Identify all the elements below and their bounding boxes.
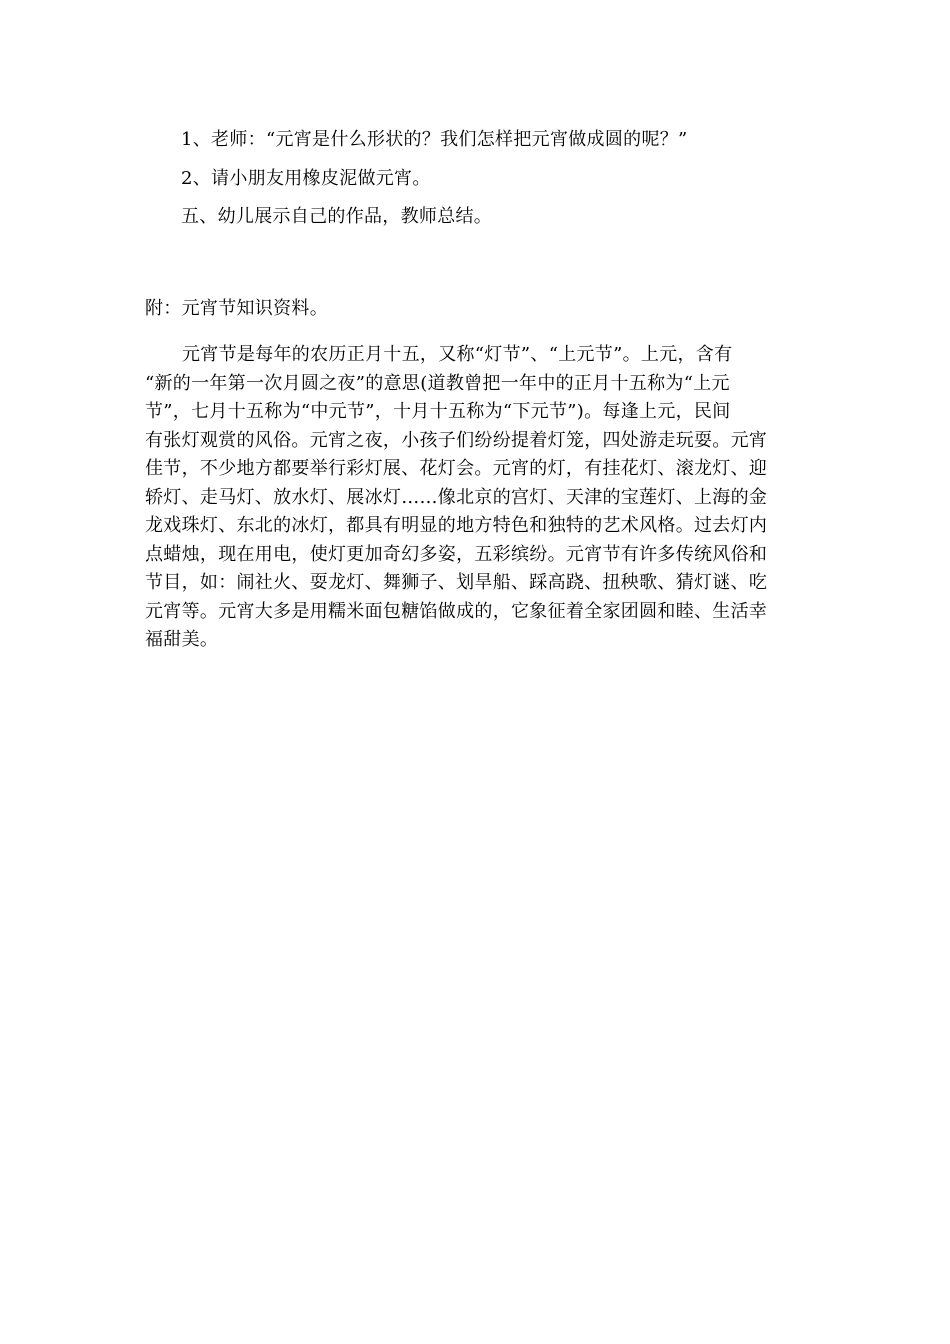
step-1-teacher-question: 1、老师：“元宵是什么形状的？我们怎样把元宵做成圆的呢？” <box>181 129 688 150</box>
paragraph-line: 轿灯、走马灯、放水灯、展冰灯……像北京的宫灯、天津的宝莲灯、上海的金 <box>145 486 768 508</box>
paragraph-line: 元宵节是每年的农历正月十五，又称“灯节”、“上元节”。上元，含有 <box>182 344 733 365</box>
paragraph-line: 佳节，不少地方都要举行彩灯展、花灯会。元宵的灯，有挂花灯、滚龙灯、迎 <box>145 458 768 479</box>
paragraph-line: 节”，七月十五称为“中元节”，十月十五称为“下元节”)。每逢上元，民间 <box>145 401 731 422</box>
paragraph-line: 点蜡烛，现在用电，使灯更加奇幻多姿，五彩缤纷。元宵节有许多传统风俗和 <box>145 543 768 565</box>
paragraph-line: 龙戏珠灯、东北的冰灯，都具有明显的地方特色和独特的艺术风格。过去灯内 <box>145 515 768 536</box>
paragraph-line: 节目，如：闹社火、耍龙灯、舞狮子、划旱船、踩高跷、扭秧歌、猜灯谜、吃 <box>145 572 768 593</box>
step-2-clay-activity: 2、请小朋友用橡皮泥做元宵。 <box>181 168 431 189</box>
appendix-heading: 附：元宵节知识资料。 <box>145 298 328 319</box>
step-5-show-works: 五、幼儿展示自己的作品，教师总结。 <box>181 206 493 227</box>
lantern-festival-knowledge-paragraph <box>145 341 825 655</box>
paragraph-line: 福甜美。 <box>145 629 219 650</box>
paragraph-line: “新的一年第一次月圆之夜”的意思(道教曾把一年中的正月十五称为“上元 <box>145 372 730 394</box>
paragraph-line: 元宵等。元宵大多是用糯米面包糖馅做成的，它象征着全家团圆和睦、生活幸 <box>145 600 768 622</box>
paragraph-line: 有张灯观赏的风俗。元宵之夜，小孩子们纷纷提着灯笼，四处游走玩耍。元宵 <box>145 429 768 451</box>
